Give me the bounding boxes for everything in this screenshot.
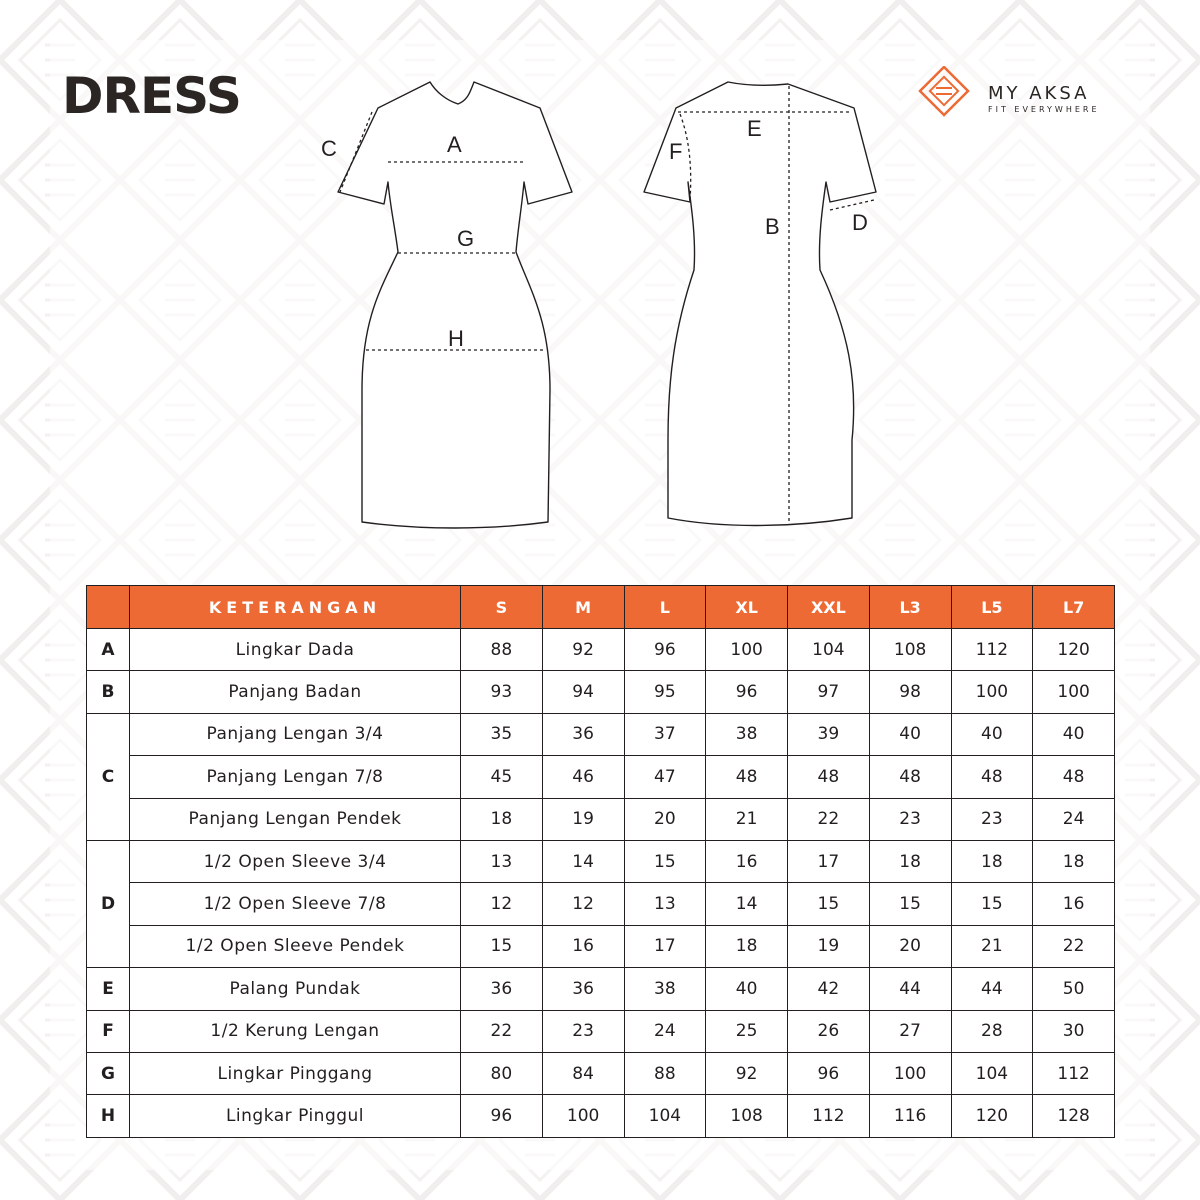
measurement-label: Panjang Lengan 7/8 <box>130 756 461 798</box>
table-row <box>87 756 1115 798</box>
size-value-cell: 46 <box>542 756 624 798</box>
label-g: G <box>457 226 475 251</box>
size-value-cell: 112 <box>788 1095 870 1137</box>
size-value-cell: 96 <box>788 1052 870 1094</box>
size-value-cell: 16 <box>542 925 624 967</box>
size-value-cell: 21 <box>951 925 1033 967</box>
measurement-code: H <box>87 1095 130 1137</box>
size-value-cell: 112 <box>951 629 1033 671</box>
size-value-cell: 100 <box>542 1095 624 1137</box>
size-value-cell: 98 <box>869 671 951 713</box>
size-value-cell: 37 <box>624 713 706 755</box>
measurement-label: Lingkar Pinggang <box>130 1052 461 1094</box>
table-row <box>87 925 1115 967</box>
brand-name: MY AKSA <box>988 83 1090 104</box>
measurement-label: Panjang Lengan 3/4 <box>130 713 461 755</box>
size-value-cell: 30 <box>1033 1010 1115 1052</box>
size-value-cell: 20 <box>624 798 706 840</box>
size-value-cell: 18 <box>951 840 1033 882</box>
size-value-cell: 19 <box>542 798 624 840</box>
table-row <box>87 883 1115 925</box>
size-value-cell: 21 <box>706 798 788 840</box>
size-value-cell: 80 <box>461 1052 543 1094</box>
table-row <box>87 629 1115 671</box>
size-value-cell: 26 <box>788 1010 870 1052</box>
header-corner <box>87 586 130 629</box>
header-size: L7 <box>1033 586 1115 629</box>
size-value-cell: 96 <box>624 629 706 671</box>
size-value-cell: 94 <box>542 671 624 713</box>
size-value-cell: 40 <box>951 713 1033 755</box>
label-b: B <box>765 214 780 239</box>
measurement-label: Lingkar Dada <box>130 629 461 671</box>
size-value-cell: 48 <box>788 756 870 798</box>
measurement-code: C <box>87 713 130 840</box>
header-description: KETERANGAN <box>130 586 461 629</box>
size-value-cell: 16 <box>706 840 788 882</box>
size-value-cell: 20 <box>869 925 951 967</box>
size-value-cell: 22 <box>788 798 870 840</box>
size-value-cell: 18 <box>1033 840 1115 882</box>
size-value-cell: 40 <box>1033 713 1115 755</box>
size-value-cell: 96 <box>461 1095 543 1137</box>
table-header-row <box>87 586 1115 629</box>
size-value-cell: 22 <box>461 1010 543 1052</box>
size-value-cell: 100 <box>1033 671 1115 713</box>
size-value-cell: 88 <box>461 629 543 671</box>
measure-line-d <box>830 200 874 210</box>
measurement-label: Palang Pundak <box>130 968 461 1010</box>
size-value-cell: 116 <box>869 1095 951 1137</box>
size-value-cell: 15 <box>788 883 870 925</box>
label-e: E <box>747 116 762 141</box>
size-value-cell: 16 <box>1033 883 1115 925</box>
size-value-cell: 40 <box>706 968 788 1010</box>
size-value-cell: 24 <box>1033 798 1115 840</box>
size-value-cell: 96 <box>706 671 788 713</box>
size-value-cell: 36 <box>542 968 624 1010</box>
measurement-label: Panjang Badan <box>130 671 461 713</box>
size-value-cell: 112 <box>1033 1052 1115 1094</box>
header-size: XXL <box>788 586 870 629</box>
size-value-cell: 15 <box>461 925 543 967</box>
size-value-cell: 97 <box>788 671 870 713</box>
size-value-cell: 48 <box>1033 756 1115 798</box>
measurement-label: Panjang Lengan Pendek <box>130 798 461 840</box>
size-value-cell: 92 <box>706 1052 788 1094</box>
size-value-cell: 17 <box>624 925 706 967</box>
size-value-cell: 104 <box>951 1052 1033 1094</box>
size-value-cell: 25 <box>706 1010 788 1052</box>
measurement-code: E <box>87 968 130 1010</box>
header-size: L5 <box>951 586 1033 629</box>
size-chart-table <box>86 585 1115 1138</box>
size-value-cell: 18 <box>461 798 543 840</box>
size-value-cell: 19 <box>788 925 870 967</box>
size-value-cell: 27 <box>869 1010 951 1052</box>
size-value-cell: 92 <box>542 629 624 671</box>
size-value-cell: 100 <box>951 671 1033 713</box>
size-value-cell: 12 <box>542 883 624 925</box>
size-value-cell: 24 <box>624 1010 706 1052</box>
size-value-cell: 48 <box>951 756 1033 798</box>
size-value-cell: 104 <box>624 1095 706 1137</box>
size-value-cell: 38 <box>706 713 788 755</box>
size-value-cell: 36 <box>461 968 543 1010</box>
size-value-cell: 84 <box>542 1052 624 1094</box>
measurement-code: G <box>87 1052 130 1094</box>
header-size: XL <box>706 586 788 629</box>
size-value-cell: 35 <box>461 713 543 755</box>
size-value-cell: 128 <box>1033 1095 1115 1137</box>
table-row <box>87 1010 1115 1052</box>
brand-tagline: FIT EVERYWHERE <box>988 105 1100 114</box>
size-value-cell: 88 <box>624 1052 706 1094</box>
header-size: M <box>542 586 624 629</box>
size-value-cell: 42 <box>788 968 870 1010</box>
size-value-cell: 22 <box>1033 925 1115 967</box>
measurement-label: 1/2 Open Sleeve 7/8 <box>130 883 461 925</box>
size-value-cell: 100 <box>869 1052 951 1094</box>
size-value-cell: 95 <box>624 671 706 713</box>
size-value-cell: 18 <box>706 925 788 967</box>
label-d: D <box>852 210 868 235</box>
table-row <box>87 968 1115 1010</box>
header-size: L3 <box>869 586 951 629</box>
measurement-code: B <box>87 671 130 713</box>
dress-diagram <box>0 0 1200 560</box>
size-value-cell: 48 <box>706 756 788 798</box>
measurement-label: 1/2 Open Sleeve Pendek <box>130 925 461 967</box>
size-value-cell: 44 <box>869 968 951 1010</box>
size-value-cell: 38 <box>624 968 706 1010</box>
size-value-cell: 18 <box>869 840 951 882</box>
measurement-code: D <box>87 840 130 967</box>
size-value-cell: 15 <box>624 840 706 882</box>
measurement-code: A <box>87 629 130 671</box>
size-value-cell: 23 <box>951 798 1033 840</box>
size-value-cell: 15 <box>951 883 1033 925</box>
size-value-cell: 15 <box>869 883 951 925</box>
size-value-cell: 45 <box>461 756 543 798</box>
label-a: A <box>447 132 462 157</box>
table-row <box>87 840 1115 882</box>
size-value-cell: 14 <box>542 840 624 882</box>
size-value-cell: 17 <box>788 840 870 882</box>
measurement-label: 1/2 Open Sleeve 3/4 <box>130 840 461 882</box>
size-value-cell: 50 <box>1033 968 1115 1010</box>
size-value-cell: 120 <box>951 1095 1033 1137</box>
size-value-cell: 36 <box>542 713 624 755</box>
size-value-cell: 23 <box>542 1010 624 1052</box>
measurement-code: F <box>87 1010 130 1052</box>
size-value-cell: 39 <box>788 713 870 755</box>
table-row <box>87 798 1115 840</box>
size-value-cell: 13 <box>461 840 543 882</box>
size-value-cell: 28 <box>951 1010 1033 1052</box>
label-h: H <box>448 326 464 351</box>
header-size: L <box>624 586 706 629</box>
size-value-cell: 14 <box>706 883 788 925</box>
size-value-cell: 40 <box>869 713 951 755</box>
table-row <box>87 671 1115 713</box>
header-size: S <box>461 586 543 629</box>
page-title: DRESS <box>62 67 241 125</box>
label-f: F <box>669 139 683 164</box>
size-value-cell: 12 <box>461 883 543 925</box>
size-value-cell: 23 <box>869 798 951 840</box>
size-value-cell: 48 <box>869 756 951 798</box>
table-row <box>87 713 1115 755</box>
size-value-cell: 100 <box>706 629 788 671</box>
size-value-cell: 93 <box>461 671 543 713</box>
measurement-label: 1/2 Kerung Lengan <box>130 1010 461 1052</box>
measurement-label: Lingkar Pinggul <box>130 1095 461 1137</box>
size-value-cell: 44 <box>951 968 1033 1010</box>
size-value-cell: 108 <box>706 1095 788 1137</box>
size-value-cell: 120 <box>1033 629 1115 671</box>
table-row <box>87 1052 1115 1094</box>
label-c: C <box>321 136 337 161</box>
size-value-cell: 108 <box>869 629 951 671</box>
size-value-cell: 13 <box>624 883 706 925</box>
size-value-cell: 104 <box>788 629 870 671</box>
size-value-cell: 47 <box>624 756 706 798</box>
table-row <box>87 1095 1115 1137</box>
